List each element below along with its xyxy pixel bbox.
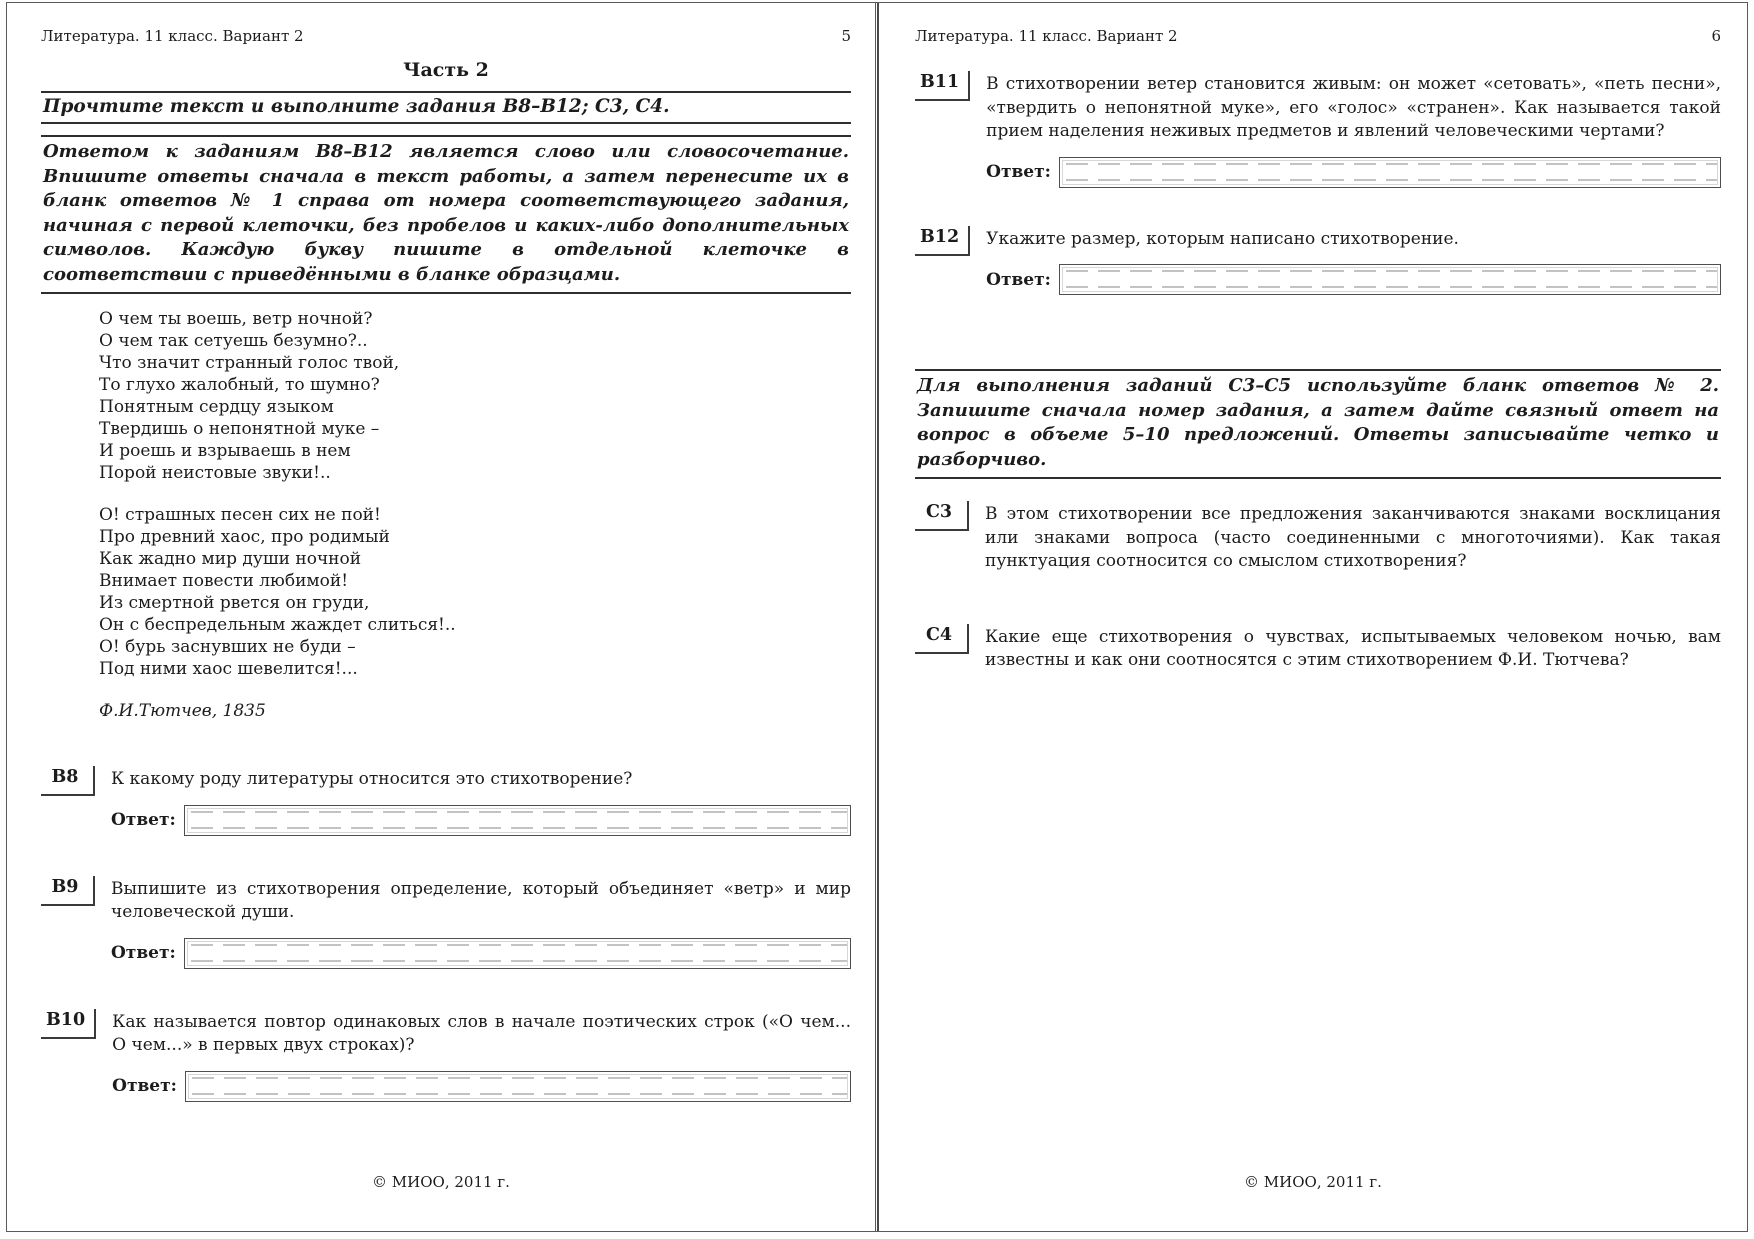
running-title: Литература. 11 класс. Вариант 2: [915, 27, 1178, 45]
poem-line: Что значит странный голос твой,: [99, 353, 400, 373]
task-b12-label: В12: [915, 226, 970, 256]
page-5: [7, 3, 876, 1231]
answer-box-b10[interactable]: [185, 1071, 851, 1102]
poem-line: О чем так сетуешь безумно?..: [99, 331, 368, 351]
task-c3-text: В этом стихотворении все предложения заканчиваются знаками восклицания или знаками вопроса (часто соединенными с многоточиями). Как такая пунктуация соотносится со смыслом стихотворения?: [985, 504, 1721, 571]
task-b10: [41, 1011, 851, 1102]
poem-line: О! страшных песен сих не пой!: [99, 505, 381, 525]
task-b9: [41, 878, 851, 969]
task-b8-text: К какому роду литературы относится это стихотворение?: [111, 769, 633, 789]
task-b9-label: В9: [41, 876, 95, 906]
answer-box-b12[interactable]: [1059, 264, 1721, 295]
poem-stanza-1: [99, 308, 851, 484]
instruction-block: Ответом к заданиям В8–В12 является слово или словосочетание. Впишите ответы сначала в текст работы, а затем перенесите их в бланк ответов № 1 справа от номера соответствующего задания, начиная с первой клеточки, без пробелов и каких-либо дополнительных символов. Каждую букву пишите в отдельной клеточке в соответствии с приведёнными в бланке образцами.: [41, 135, 851, 294]
page-header: [41, 27, 851, 45]
part-title: Часть 2: [403, 59, 489, 81]
instruction-banner: Прочтите текст и выполните задания В8–В12; С3, С4.: [41, 91, 851, 124]
footer-copyright: © МИОО, 2011 г.: [1244, 1173, 1382, 1191]
answer-field: [187, 941, 848, 966]
poem-line: Как жадно мир души ночной: [99, 549, 362, 569]
answer-field: [1062, 267, 1718, 292]
task-b11-answer-row: [986, 157, 1721, 188]
poem-line: Твердишь о непонятной муке –: [99, 419, 380, 439]
poem-line: О! бурь заснувших не буди –: [99, 637, 356, 657]
task-b9-text: Выпишите из стихотворения определение, который объединяет «ветр» и мир человеческой души.: [111, 878, 851, 922]
poem-line: Про древний хаос, про родимый: [99, 527, 390, 547]
poem-line: Внимает повести любимой!: [99, 571, 349, 591]
task-b12-text: Укажите размер, которым написано стихотворение.: [986, 228, 1459, 249]
poem-line: О чем ты воешь, ветр ночной?: [99, 309, 373, 329]
task-c3-label: С3: [915, 501, 969, 531]
task-b10-label: В10: [41, 1009, 96, 1039]
answer-label: Ответ:: [986, 269, 1051, 290]
page-number: 6: [1711, 27, 1721, 45]
answer-box-b8[interactable]: [184, 805, 851, 836]
task-c4-text: Какие еще стихотворения о чувствах, испытываемых человеком ночью, вам известны и как они соотносятся с этим стихотворением Ф.И. Тютчева?: [985, 626, 1721, 670]
page-header: [915, 27, 1721, 45]
poem-line: Понятным сердцу языком: [99, 397, 334, 417]
task-b8-label: В8: [41, 766, 95, 796]
answer-label: Ответ:: [111, 810, 176, 830]
answer-box-b11[interactable]: [1059, 157, 1721, 188]
poem: [99, 308, 851, 722]
answer-label: Ответ:: [111, 943, 176, 963]
task-c3: [915, 503, 1721, 574]
task-b12: [915, 228, 1721, 296]
poem-line: Из смертной рвется он груди,: [99, 593, 370, 613]
task-b8-answer-row: [111, 805, 851, 836]
running-title: Литература. 11 класс. Вариант 2: [41, 27, 304, 45]
task-b11-label: В11: [915, 71, 970, 101]
page-number: 5: [841, 27, 851, 45]
task-b11-text: В стихотворении ветер становится живым: он может «сетовать», «петь песни», «твердить о непонятной муке», его «голос» «странен». Как называется такой прием наделения неживых предметов и явлений человеческими чертами?: [986, 74, 1721, 141]
task-b11: [915, 73, 1721, 188]
poem-line: Порой неистовые звуки!..: [99, 463, 331, 483]
answer-box-b9[interactable]: [184, 938, 851, 969]
poem-stanza-2: [99, 504, 851, 680]
task-c4: [915, 626, 1721, 673]
answer-field: [1062, 160, 1718, 185]
answer-label: Ответ:: [986, 162, 1051, 182]
task-b9-answer-row: [111, 938, 851, 969]
poem-line: И роешь и взрываешь в нем: [99, 441, 351, 461]
answer-field: [188, 1074, 848, 1099]
page-6: [877, 3, 1747, 1231]
poem-line: Под ними хаос шевелится!...: [99, 659, 358, 679]
task-c4-label: С4: [915, 624, 969, 654]
two-page-spread: [6, 2, 1748, 1232]
task-b10-answer-row: [112, 1071, 851, 1102]
instruction-block-c: Для выполнения заданий С3–С5 используйте бланк ответов № 2. Запишите сначала номер задания, а затем дайте связный ответ на вопрос в объеме 5–10 предложений. Ответы записывайте четко и разборчиво.: [915, 369, 1721, 479]
poem-attribution: Ф.И.Тютчев, 1835: [99, 701, 266, 721]
answer-field: [187, 808, 848, 833]
task-b12-answer-row: [986, 264, 1721, 295]
task-b10-text: Как называется повтор одинаковых слов в начале поэтических строк («О чем... О чем...» в первых двух строках)?: [112, 1011, 851, 1055]
poem-line: То глухо жалобный, то шумно?: [99, 375, 380, 395]
footer-copyright: © МИОО, 2011 г.: [372, 1173, 510, 1191]
task-b8: [41, 768, 851, 836]
answer-label: Ответ:: [112, 1076, 177, 1096]
poem-line: Он с беспредельным жаждет слиться!..: [99, 615, 456, 635]
